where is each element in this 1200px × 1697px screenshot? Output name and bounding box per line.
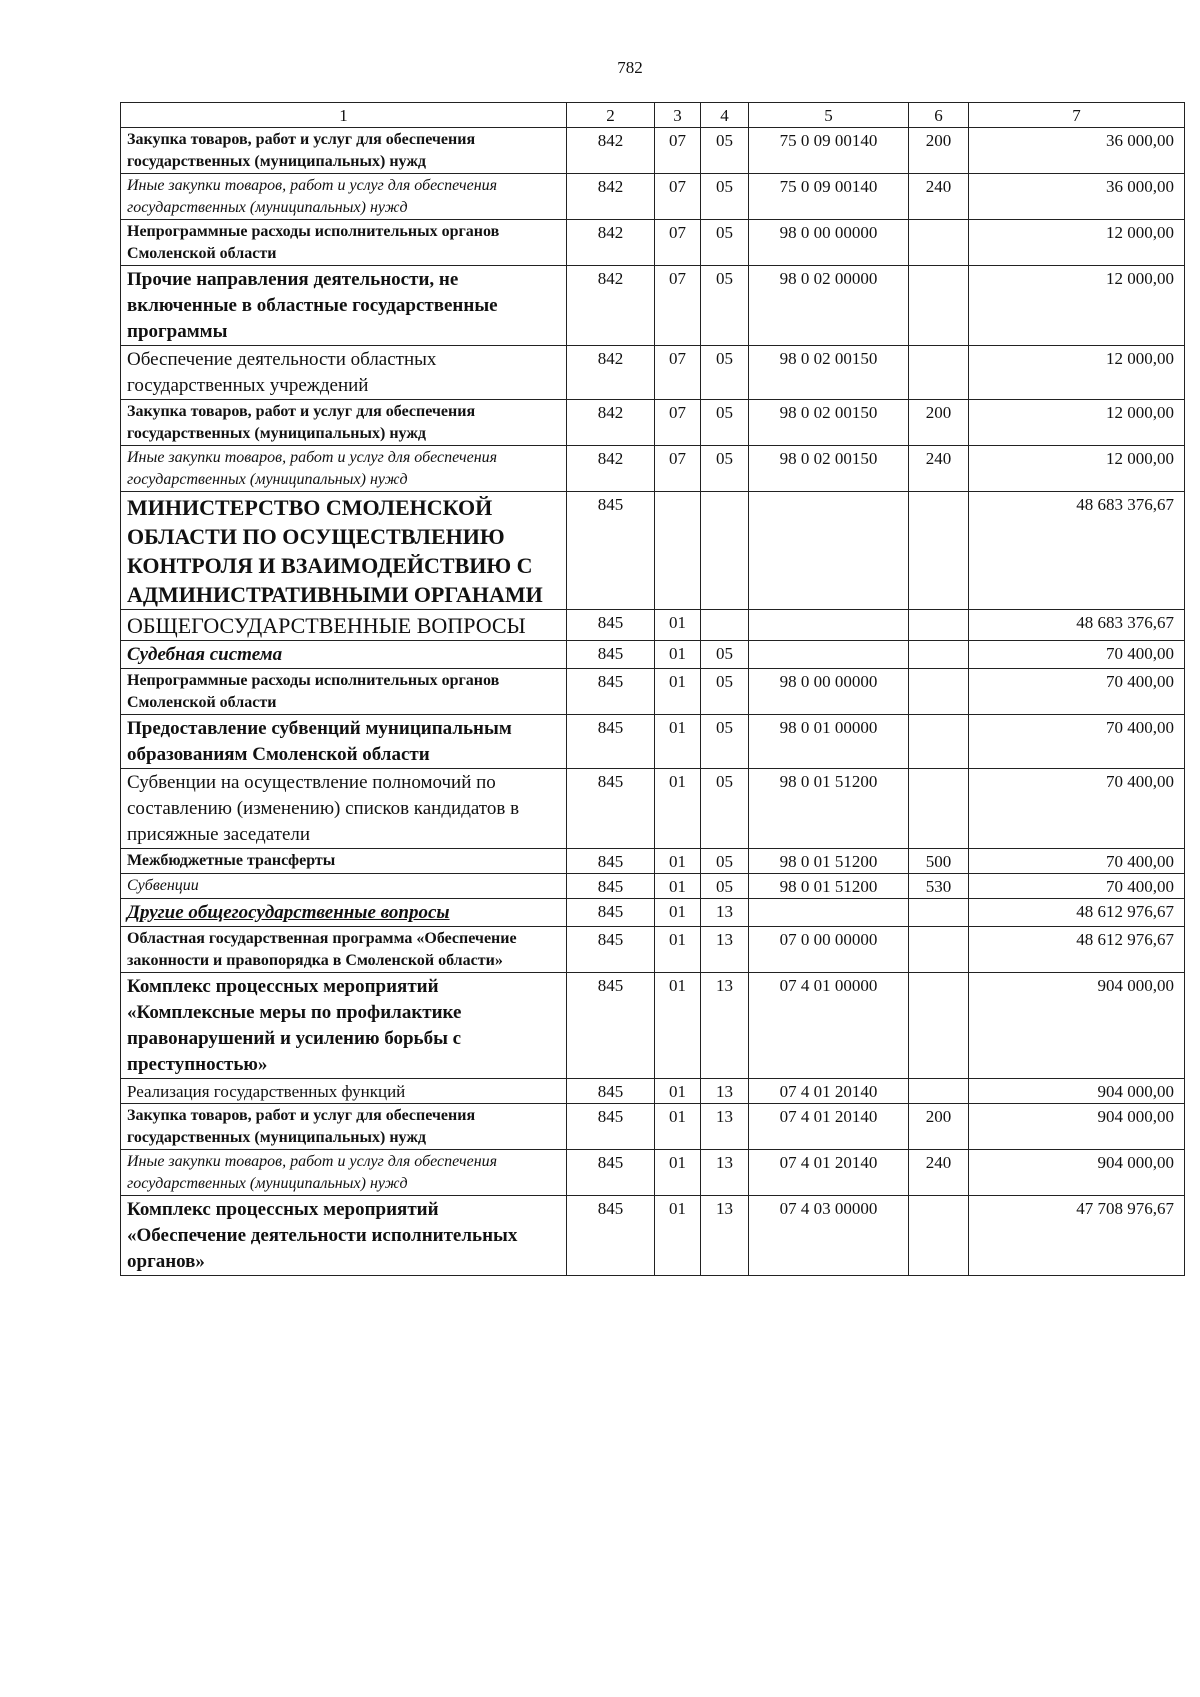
row-col-3: 07 — [655, 220, 701, 266]
row-col-6: 500 — [909, 849, 969, 874]
row-col-5 — [749, 492, 909, 610]
row-col-5: 07 4 01 20140 — [749, 1104, 909, 1150]
row-col-5: 98 0 00 00000 — [749, 220, 909, 266]
row-col-3: 07 — [655, 266, 701, 346]
row-col-7: 904 000,00 — [969, 1104, 1185, 1150]
row-name: Иные закупки товаров, работ и услуг для обеспечения государственных (муниципальных) нужд — [121, 446, 567, 492]
row-col-6 — [909, 266, 969, 346]
row-col-6 — [909, 1196, 969, 1276]
row-name: Прочие направления деятельности, не включенные в областные государственные программы — [121, 266, 567, 346]
row-col-6 — [909, 641, 969, 669]
row-col-3: 07 — [655, 174, 701, 220]
row-col-2: 845 — [567, 492, 655, 610]
table-row — [121, 899, 1185, 927]
row-col-4: 05 — [701, 874, 749, 899]
row-col-7: 904 000,00 — [969, 1079, 1185, 1104]
row-col-2: 845 — [567, 849, 655, 874]
table-row — [121, 400, 1185, 446]
table-row — [121, 446, 1185, 492]
row-col-2: 845 — [567, 610, 655, 641]
row-col-3: 01 — [655, 641, 701, 669]
row-col-2: 845 — [567, 1196, 655, 1276]
row-col-6 — [909, 899, 969, 927]
row-col-4 — [701, 492, 749, 610]
row-col-7: 47 708 976,67 — [969, 1196, 1185, 1276]
row-col-3: 01 — [655, 899, 701, 927]
row-col-5: 75 0 09 00140 — [749, 128, 909, 174]
row-col-6: 200 — [909, 400, 969, 446]
row-name: Обеспечение деятельности областных государственных учреждений — [121, 346, 567, 400]
row-col-5: 07 4 03 00000 — [749, 1196, 909, 1276]
row-col-2: 842 — [567, 220, 655, 266]
row-col-7: 12 000,00 — [969, 400, 1185, 446]
row-col-7: 36 000,00 — [969, 174, 1185, 220]
row-col-4: 13 — [701, 1104, 749, 1150]
row-name: Реализация государственных функций — [121, 1079, 567, 1104]
table-row — [121, 610, 1185, 641]
row-name: Областная государственная программа «Обеспечение законности и правопорядка в Смоленской области» — [121, 927, 567, 973]
table-row — [121, 927, 1185, 973]
row-col-5: 98 0 01 51200 — [749, 769, 909, 849]
row-col-4: 05 — [701, 346, 749, 400]
row-col-2: 842 — [567, 346, 655, 400]
row-col-3: 07 — [655, 346, 701, 400]
row-col-4: 05 — [701, 769, 749, 849]
row-col-6: 240 — [909, 174, 969, 220]
row-col-2: 845 — [567, 669, 655, 715]
row-col-4: 13 — [701, 927, 749, 973]
row-col-7: 48 683 376,67 — [969, 492, 1185, 610]
row-col-4: 13 — [701, 899, 749, 927]
row-name: ОБЩЕГОСУДАРСТВЕННЫЕ ВОПРОСЫ — [121, 610, 567, 641]
row-col-7: 904 000,00 — [969, 1150, 1185, 1196]
page-number: 782 — [617, 58, 643, 77]
row-col-5 — [749, 610, 909, 641]
row-col-4: 05 — [701, 849, 749, 874]
row-col-5: 07 4 01 20140 — [749, 1150, 909, 1196]
row-name: Иные закупки товаров, работ и услуг для обеспечения государственных (муниципальных) нужд — [121, 174, 567, 220]
row-name: Субвенции — [121, 874, 567, 899]
row-col-6: 240 — [909, 446, 969, 492]
row-name: Комплекс процессных мероприятий «Обеспечение деятельности исполнительных органов» — [121, 1196, 567, 1276]
row-col-2: 845 — [567, 715, 655, 769]
row-col-2: 845 — [567, 641, 655, 669]
header-col-6: 6 — [909, 103, 969, 128]
table-row — [121, 769, 1185, 849]
row-col-6 — [909, 669, 969, 715]
row-name: Непрограммные расходы исполнительных органов Смоленской области — [121, 220, 567, 266]
row-col-6 — [909, 346, 969, 400]
row-col-2: 845 — [567, 874, 655, 899]
row-col-5: 98 0 02 00150 — [749, 446, 909, 492]
row-col-5 — [749, 899, 909, 927]
row-col-7: 12 000,00 — [969, 220, 1185, 266]
row-name: Судебная система — [121, 641, 567, 669]
row-col-3: 01 — [655, 1079, 701, 1104]
row-name: Непрограммные расходы исполнительных органов Смоленской области — [121, 669, 567, 715]
table-row — [121, 973, 1185, 1079]
row-col-7: 36 000,00 — [969, 128, 1185, 174]
table-row — [121, 174, 1185, 220]
row-col-2: 845 — [567, 899, 655, 927]
table-row — [121, 1079, 1185, 1104]
row-col-6: 530 — [909, 874, 969, 899]
row-col-4: 13 — [701, 1079, 749, 1104]
header-col-2: 2 — [567, 103, 655, 128]
row-col-6 — [909, 1079, 969, 1104]
row-col-2: 845 — [567, 973, 655, 1079]
row-col-7: 70 400,00 — [969, 641, 1185, 669]
row-col-4: 13 — [701, 1150, 749, 1196]
row-col-7: 48 683 376,67 — [969, 610, 1185, 641]
header-col-4: 4 — [701, 103, 749, 128]
table-row — [121, 220, 1185, 266]
row-col-4: 05 — [701, 128, 749, 174]
row-col-3: 07 — [655, 400, 701, 446]
table-row — [121, 1104, 1185, 1150]
row-col-5: 75 0 09 00140 — [749, 174, 909, 220]
row-col-6 — [909, 492, 969, 610]
row-col-6 — [909, 220, 969, 266]
row-col-7: 904 000,00 — [969, 973, 1185, 1079]
row-col-2: 845 — [567, 769, 655, 849]
row-col-2: 842 — [567, 128, 655, 174]
row-name: Иные закупки товаров, работ и услуг для обеспечения государственных (муниципальных) нужд — [121, 1150, 567, 1196]
row-name: Субвенции на осуществление полномочий по составлению (изменению) списков кандидатов в присяжные заседатели — [121, 769, 567, 849]
table-row — [121, 128, 1185, 174]
row-col-4: 13 — [701, 1196, 749, 1276]
row-col-7: 70 400,00 — [969, 669, 1185, 715]
header-col-3: 3 — [655, 103, 701, 128]
row-col-5: 98 0 01 51200 — [749, 849, 909, 874]
row-col-6 — [909, 927, 969, 973]
row-name: Комплекс процессных мероприятий «Комплексные меры по профилактике правонарушений и усилению борьбы с преступностью» — [121, 973, 567, 1079]
row-col-2: 842 — [567, 266, 655, 346]
row-col-4: 13 — [701, 973, 749, 1079]
row-col-7: 70 400,00 — [969, 874, 1185, 899]
row-col-6: 240 — [909, 1150, 969, 1196]
row-col-4: 05 — [701, 174, 749, 220]
row-col-5: 98 0 01 51200 — [749, 874, 909, 899]
table-row — [121, 669, 1185, 715]
row-col-4: 05 — [701, 641, 749, 669]
row-col-3: 01 — [655, 849, 701, 874]
row-col-2: 845 — [567, 1150, 655, 1196]
table-row — [121, 641, 1185, 669]
row-name: Закупка товаров, работ и услуг для обеспечения государственных (муниципальных) нужд — [121, 128, 567, 174]
row-col-3: 07 — [655, 446, 701, 492]
row-col-2: 842 — [567, 446, 655, 492]
row-col-5: 98 0 02 00000 — [749, 266, 909, 346]
row-col-3: 07 — [655, 128, 701, 174]
table-row — [121, 1196, 1185, 1276]
row-col-6 — [909, 973, 969, 1079]
row-col-2: 845 — [567, 927, 655, 973]
budget-table — [120, 102, 1185, 1276]
row-name: Предоставление субвенций муниципальным образованиям Смоленской области — [121, 715, 567, 769]
row-name: Другие общегосударственные вопросы — [121, 899, 567, 927]
row-col-4: 05 — [701, 446, 749, 492]
row-col-2: 842 — [567, 174, 655, 220]
row-name: Закупка товаров, работ и услуг для обеспечения государственных (муниципальных) нужд — [121, 1104, 567, 1150]
row-col-4: 05 — [701, 266, 749, 346]
row-col-4: 05 — [701, 669, 749, 715]
row-col-3: 01 — [655, 874, 701, 899]
row-col-3 — [655, 492, 701, 610]
row-col-5: 07 4 01 20140 — [749, 1079, 909, 1104]
row-name: Межбюджетные трансферты — [121, 849, 567, 874]
row-col-7: 12 000,00 — [969, 266, 1185, 346]
row-col-5: 98 0 02 00150 — [749, 400, 909, 446]
header-col-5: 5 — [749, 103, 909, 128]
row-name: МИНИСТЕРСТВО СМОЛЕНСКОЙ ОБЛАСТИ ПО ОСУЩЕСТВЛЕНИЮ КОНТРОЛЯ И ВЗАИМОДЕЙСТВИЮ С АДМИНИСТРАТИВНЫМИ ОРГАНАМИ — [121, 492, 567, 610]
row-col-7: 12 000,00 — [969, 446, 1185, 492]
row-col-5 — [749, 641, 909, 669]
header-col-1: 1 — [121, 103, 567, 128]
row-col-3: 01 — [655, 769, 701, 849]
row-col-3: 01 — [655, 1196, 701, 1276]
row-col-7: 70 400,00 — [969, 769, 1185, 849]
table-row — [121, 346, 1185, 400]
row-col-2: 845 — [567, 1104, 655, 1150]
row-col-4 — [701, 610, 749, 641]
table-row — [121, 715, 1185, 769]
table-row — [121, 1150, 1185, 1196]
row-col-2: 845 — [567, 1079, 655, 1104]
row-col-4: 05 — [701, 715, 749, 769]
row-col-2: 842 — [567, 400, 655, 446]
row-col-3: 01 — [655, 715, 701, 769]
row-col-5: 98 0 01 00000 — [749, 715, 909, 769]
row-col-4: 05 — [701, 400, 749, 446]
row-col-6: 200 — [909, 1104, 969, 1150]
row-col-3: 01 — [655, 669, 701, 715]
row-col-5: 98 0 02 00150 — [749, 346, 909, 400]
row-col-7: 70 400,00 — [969, 715, 1185, 769]
row-col-7: 48 612 976,67 — [969, 899, 1185, 927]
row-col-7: 70 400,00 — [969, 849, 1185, 874]
row-col-5: 98 0 00 00000 — [749, 669, 909, 715]
table-row — [121, 266, 1185, 346]
row-col-3: 01 — [655, 927, 701, 973]
row-col-5: 07 4 01 00000 — [749, 973, 909, 1079]
table-row — [121, 874, 1185, 899]
table-header-row — [121, 103, 1185, 128]
row-col-7: 12 000,00 — [969, 346, 1185, 400]
row-col-6: 200 — [909, 128, 969, 174]
header-col-7: 7 — [969, 103, 1185, 128]
row-col-4: 05 — [701, 220, 749, 266]
row-col-3: 01 — [655, 1104, 701, 1150]
row-col-6 — [909, 610, 969, 641]
row-col-6 — [909, 769, 969, 849]
table-row — [121, 492, 1185, 610]
row-col-5: 07 0 00 00000 — [749, 927, 909, 973]
row-col-3: 01 — [655, 973, 701, 1079]
row-col-7: 48 612 976,67 — [969, 927, 1185, 973]
row-name: Закупка товаров, работ и услуг для обеспечения государственных (муниципальных) нужд — [121, 400, 567, 446]
row-col-3: 01 — [655, 1150, 701, 1196]
row-col-3: 01 — [655, 610, 701, 641]
table-row — [121, 849, 1185, 874]
row-col-6 — [909, 715, 969, 769]
